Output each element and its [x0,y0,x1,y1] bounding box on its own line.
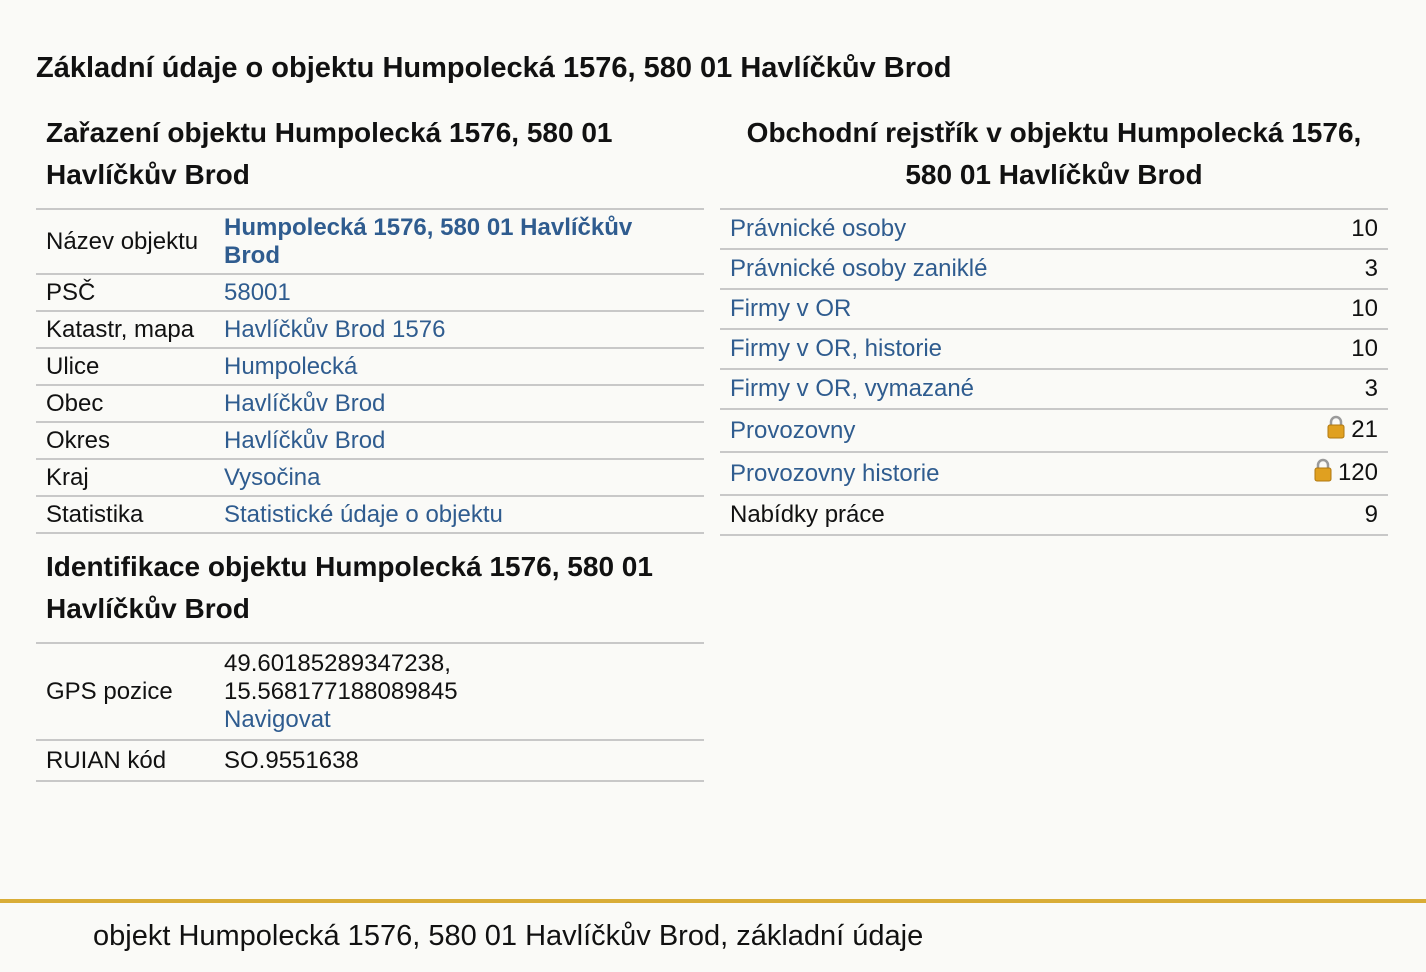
gps-longitude: 15.568177188089845 [224,678,458,705]
gps-latitude: 49.60185289347238, [224,650,451,677]
register-heading: Obchodní rejstřík v objektu Humpolecká 1576, 580 01 Havlíčkův Brod [746,117,1362,190]
row-count: 10 [1233,329,1388,369]
row-label: Kraj [36,459,214,496]
legal-entities-link[interactable]: Právnické osoby [730,215,907,242]
classification-heading: Zařazení objektu Humpolecká 1576, 580 01 Havlíčkův Brod [46,117,613,190]
row-label: Název objektu [36,209,214,274]
row-label: Okres [36,422,214,459]
table-row [720,249,1388,289]
row-count: 21 [1351,416,1378,443]
district-link[interactable]: Havlíčkův Brod [224,427,386,454]
table-row [36,740,704,781]
identification-table [36,642,704,782]
page-title: Základní údaje o objektu Humpolecká 1576, 580 01 Havlíčkův Brod [36,52,952,84]
companies-link[interactable]: Firmy v OR [730,295,852,322]
table-row [720,495,1388,535]
table-row [720,209,1388,249]
establishments-link[interactable]: Provozovny [730,416,856,444]
table-row [36,496,704,533]
identification-section [36,546,704,782]
job-offers-label: Nabídky práce [720,495,1233,535]
object-name-link[interactable]: Humpolecká 1576, 580 01 Havlíčkův Brod [224,214,633,269]
register-table [720,208,1388,536]
register-section [720,112,1388,536]
table-row [36,422,704,459]
table-row [720,329,1388,369]
identification-heading: Identifikace objektu Humpolecká 1576, 580 01 Havlíčkův Brod [46,551,653,624]
postal-code-link[interactable]: 58001 [224,279,291,306]
companies-history-link[interactable]: Firmy v OR, historie [730,335,943,362]
table-row [720,369,1388,409]
ruian-value: SO.9551638 [214,740,704,781]
row-count: 10 [1233,289,1388,329]
gps-label: GPS pozice [36,643,214,740]
row-count: 3 [1233,369,1388,409]
street-link[interactable]: Humpolecká [224,353,358,380]
ruian-label: RUIAN kód [36,740,214,781]
statistics-link[interactable]: Statistické údaje o objektu [224,501,503,528]
classification-table [36,208,704,534]
table-row [36,274,704,311]
row-label: PSČ [36,274,214,311]
table-row [36,385,704,422]
row-count: 9 [1233,495,1388,535]
companies-deleted-link[interactable]: Firmy v OR, vymazané [730,375,975,402]
table-row [36,209,704,274]
lock-icon [1314,458,1332,489]
row-count: 120 [1337,459,1378,486]
row-label: Katastr, mapa [36,311,214,348]
row-count: 10 [1233,209,1388,249]
lock-icon [1327,415,1345,446]
cadastre-map-link[interactable]: Havlíčkův Brod 1576 [224,316,446,343]
table-row [720,409,1388,452]
classification-section [36,112,704,782]
municipality-link[interactable]: Havlíčkův Brod [224,390,386,417]
table-row [36,459,704,496]
footer-text: objekt Humpolecká 1576, 580 01 Havlíčkův Brod, základní údaje [93,920,924,952]
table-row [36,643,704,740]
row-label: Obec [36,385,214,422]
establishments-history-link[interactable]: Provozovny historie [730,459,940,487]
navigate-link[interactable]: Navigovat [224,706,331,733]
region-link[interactable]: Vysočina [224,464,321,491]
table-row [720,289,1388,329]
table-row [720,452,1388,495]
row-label: Ulice [36,348,214,385]
row-label: Statistika [36,496,214,533]
footer-divider [0,899,1426,903]
table-row [36,348,704,385]
row-count: 3 [1233,249,1388,289]
defunct-legal-entities-link[interactable]: Právnické osoby zaniklé [730,255,988,282]
table-row [36,311,704,348]
